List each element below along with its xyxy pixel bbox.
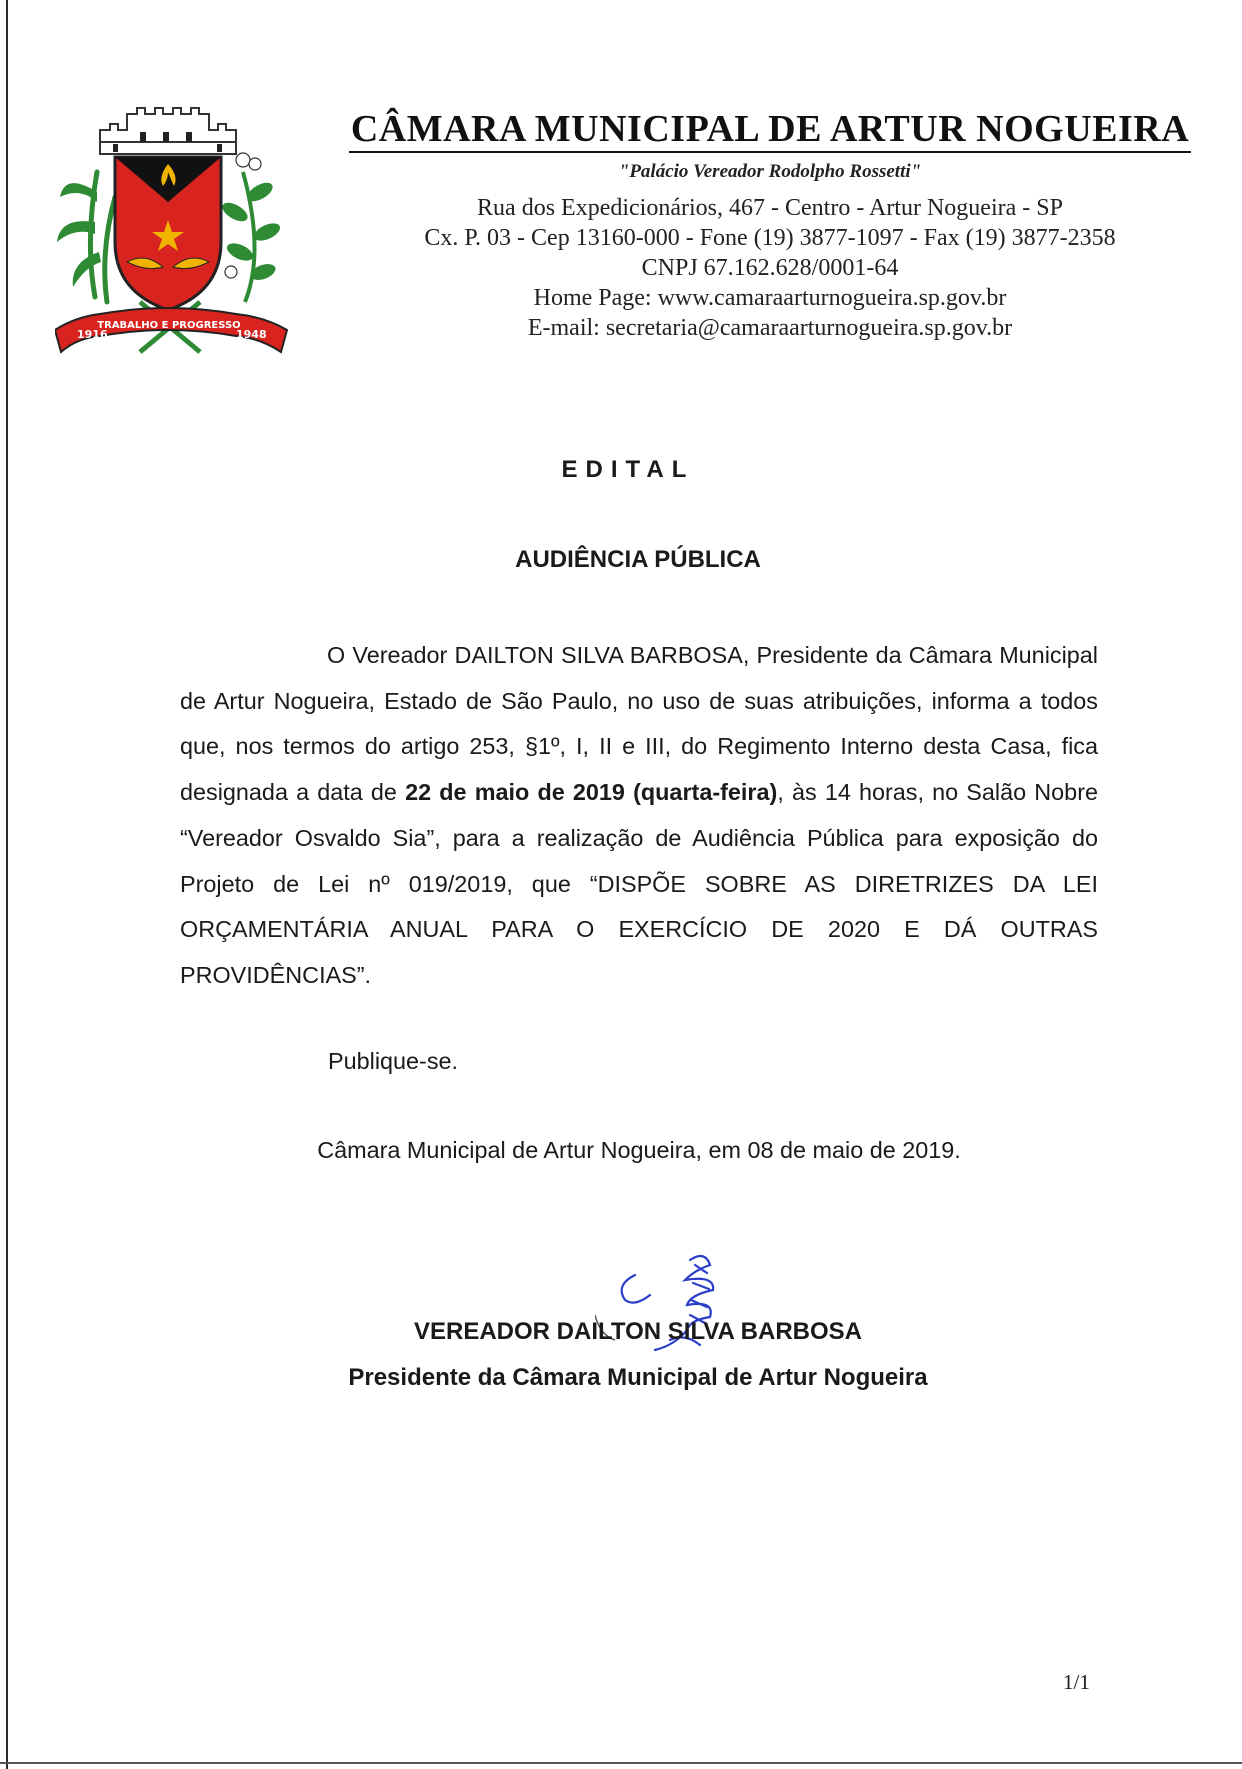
cnpj-line: CNPJ 67.162.628/0001-64 (641, 255, 899, 281)
body-text-date-bold: 22 de maio de 2019 (quarta-feira) (405, 779, 778, 806)
crest-year-left: 1916 (77, 328, 108, 341)
body-text-part-1: O Vereador DAILTON SILVA BARBOSA, Presidente da Câmara Municipal de Artur Nogueira, Estado de São Paulo, no uso de suas atribuições, informa a todos que, nos termos do artigo 253, §1º, I, II e III, do Regimento Interno desta Casa, fica designada a data de (180, 642, 1098, 806)
letterhead (330, 108, 1210, 343)
scan-edge-left (6, 0, 8, 1769)
signer-role: Presidente da Câmara Municipal de Artur Nogueira (348, 1364, 928, 1391)
document-subject-heading: AUDIÊNCIA PÚBLICA (515, 546, 761, 573)
page-number: 1/1 (1063, 1670, 1090, 1694)
body-text-part-2: , às 14 horas, no Salão Nobre “Vereador Osvaldo Sia”, para a realização de Audiência Pública para exposição do Projeto de Lei nº 019/2019, que “DISPÕE SOBRE AS DIRETRIZES DA LEI ORÇAMENTÁRIA ANUAL PARA O EXERCÍCIO DE 2020 E DÁ OUTRAS PROVIDÊNCIAS”. (180, 779, 1098, 988)
publish-notice: Publique-se. (328, 1048, 459, 1074)
organization-name: CÂMARA MUNICIPAL DE ARTUR NOGUEIRA (349, 108, 1191, 153)
place-and-date: Câmara Municipal de Artur Nogueira, em 08 de maio de 2019. (317, 1137, 961, 1163)
crest-year-right: 1948 (236, 328, 267, 341)
signer-name: VEREADOR DAILTON SILVA BARBOSA (413, 1318, 863, 1345)
crest-motto: TRABALHO E PROGRESSO (97, 320, 241, 331)
contact-line: Cx. P. 03 - Cep 13160-000 - Fone (19) 3877-1097 - Fax (19) 3877-2358 (424, 225, 1116, 251)
coat-of-arms-emblem (55, 102, 295, 362)
address-line: Rua dos Expedicionários, 467 - Centro - Artur Nogueira - SP (477, 195, 1063, 221)
homepage-line: Home Page: www.camaraarturnogueira.sp.gov.br (533, 285, 1007, 311)
document-type-heading: EDITAL (561, 456, 695, 483)
palace-name: "Palácio Vereador Rodolpho Rossetti" (618, 161, 922, 182)
scan-edge-bottom (0, 1762, 1242, 1764)
email-line: E-mail: secretaria@camaraarturnogueira.sp.gov.br (527, 315, 1013, 341)
body-paragraph (180, 633, 1098, 999)
